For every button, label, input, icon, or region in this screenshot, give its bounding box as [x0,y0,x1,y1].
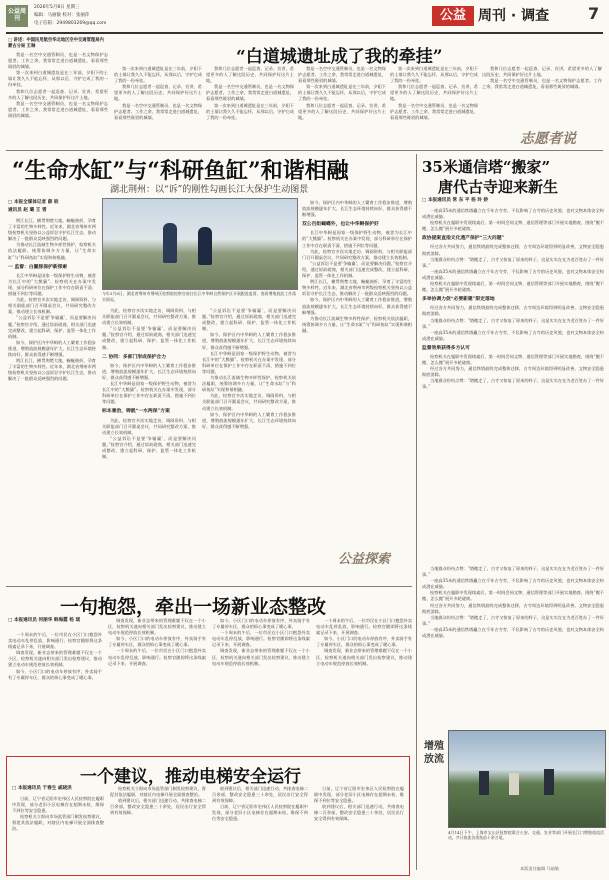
right-paragraph: 经过各方共同努力，通信铁塔最终完成整体迁移，古寺周边环境得到明显改善，文物安全隐患彻底消除。 [422,602,604,614]
release-photo [448,730,606,828]
right-paragraph: 当地群众纷纷点赞：“塔搬走了，古寺又恢复了原来的样子，这是实实在在为老百姓办了一件好事。” [422,378,604,390]
top-col-2 [114,66,202,146]
top-paragraph: 我和几位志愿者一起巡查、记录、宣讲，希望更多的人了解这段历史，共同保护好这片土地。 [114,84,202,102]
main-col-3 [202,308,296,578]
top-col-4 [298,66,386,146]
main-byline-1: □ 本报全媒体记者 薛 皎 [8,200,59,205]
right-paragraph: 检察机关在履职中发现线索后，第一时间会同文物、通信管理等部门开展实地勘查，围绕“搬不搬、怎么搬”展开多轮磋商。 [422,590,604,602]
second-paragraph: 如今，小区门口的电动车停放有序，外卖骑手有了专属停车区，群众的烦心事变成了暖心事。 [8,668,102,680]
top-paragraph: 我是一名空中交通管制员，也是一名文物保护志愿者。工作之余，我常常走进白道城遗址，看看那些斑驳的城墙。 [8,52,108,70]
divider-vertical-mid [416,154,417,870]
third-headline: 一个建议，推动电梯安全运行 [80,767,301,787]
right-subhead: 政协提案直指文化遗产保护“三大问题” [422,235,505,242]
main-paragraph: 如今，保护区内中华鲟的人工繁育工作稳步推进，增殖放流规模逐年扩大，长江生态环境持续向好，群众获得感不断增强。 [8,339,96,357]
second-byline: □ 本报通讯员 何丽华 韩海霞 杨 瑶 [8,618,81,623]
top-paragraph: 我和几位志愿者一起巡查、记录、宣讲，希望更多的人了解这段历史，共同保护好这片土地。 [482,66,602,78]
top-paragraph: 我和几位志愿者一起巡查、记录、宣讲，希望更多的人了解这段历史，共同保护好这片土地。 [298,102,386,120]
release-photo-label: 增殖放流 [424,741,444,765]
second-col-1 [8,632,102,750]
second-col-2 [108,618,206,750]
third-paragraph: 收到建议后，相关部门迅速行动，共排查电梯二百余部，整改安全隐患三十余处，居民出行安全得到有效保障。 [110,798,206,816]
second-paragraph: 如今，小区门口的电动车停放有序，外卖骑手有了专属停车区，群众的烦心事变成了暖心事。 [108,636,206,648]
main-paragraph: 长江中华鲟是国家一级保护野生动物，被誉为长江中的“大熊猫”。检察机关在办案中发现，部分科研单位在保护工作中存在职责不清、措施不到位等问题。 [302,230,412,248]
page-number: 7 [588,4,600,23]
main-paragraph: 长江中华鲟是国家一级保护野生动物，被誉为长江中的“大熊猫”。检察机关在办案中发现，部分科研单位在保护工作中存在职责不清、措施不到位等问题。 [8,272,96,297]
main-paragraph: “公益诉讼不是要‘争输赢’，而是要解决问题。”检察官介绍，通过诉前磋商，相关部门迅速完成整改，建立起科研、保护、监管一体化工作机制。 [102,326,196,350]
main-paragraph: 为推动长江流域生物多样性保护，检察机关依法履职，统筹协调多方力量，让“生命水缸”与“科研鱼缸”实现和谐相融。 [8,242,96,260]
masthead-rule [6,32,603,34]
masthead [0,0,609,34]
right-col-lower [422,566,604,726]
right-paragraph: 经过各方共同努力，通信铁塔最终完成整体迁移，古寺周边环境得到明显改善，文物安全隐患彻底消除。 [422,305,604,317]
right-paragraph: 当地群众纷纷点赞：“塔搬走了，古寺又恢复了原来的样子，这是实实在在为老百姓办了一件好事。” [422,614,604,626]
right-paragraph: 一座高35米的通信铁塔矗立在千年古寺旁，不仅影响了古寺的历史风貌，也对文物本体安全构成潜在威胁。 [422,626,604,639]
main-paragraph: “公益诉讼不是要‘争输赢’，而是要解决问题。”检察官介绍，通过诉前磋商，相关部门迅速完成整改，建立起科研、保护、监管一体化工作机制。 [202,308,296,332]
main-paragraph: 为此，检察官多次实地走访，调阅资料，与相关职能部门召开圆桌会议，共同研究整改方案，推动建立长效机制。 [302,248,412,260]
right-paragraph: 一座高35米的通信铁塔矗立在千年古寺旁，不仅影响了古寺的历史风貌，也对文物本体安全构成潜在威胁。 [422,329,604,341]
second-paragraph: 一个周末的午后，一位市民在小区门口抱怨外卖电动车乱停乱放，影响通行。检察官随即将这条线索记录下来，开展调查。 [316,618,412,636]
second-paragraph: 调查发现，新业态带来的管理难题不仅在一个小区，检察机关遂向相关部门发出检察建议，推动建立电动车规范停放长效机制。 [8,650,102,668]
main-paragraph: 如今，保护区内中华鲟的人工繁育工作稳步推进，增殖放流规模逐年扩大，长江生态环境持续向好，群众获得感不断增强。 [202,332,296,350]
top-col-1 [8,52,108,147]
right-paragraph: 当地群众纷纷点赞：“塔搬走了，古寺又恢复了原来的样子，这是实实在在为老百姓办了一件好事。” [422,566,604,578]
right-col [422,208,604,560]
main-paragraph: 长江中华鲟是国家一级保护野生动物，被誉为长江中的“大熊猫”。检察机关在办案中发现，部分科研单位在保护工作中存在职责不清、措施不到位等问题。 [202,350,296,374]
main-col-1 [8,218,96,578]
top-paragraph: 第一次来到白道城遗址是在三年前，夕阳下的土墙让我久久不能忘怀，从那以后，守护它成了我的一份牵挂。 [206,102,294,120]
right-byline: □ 本报通讯员 常 东 平 杨 玲 娇 [422,198,489,203]
second-paragraph: 一个周末的午后，一位市民在小区门口抱怨外卖电动车乱停乱放，影响通行。检察官随即将这条线索记录下来，开展调查。 [108,648,206,666]
top-paragraph: 我是一名空中交通管制员，也是一名文物保护志愿者。工作之余，我常常走进白道城遗址，看看那些斑驳的城墙。 [482,78,602,90]
main-paragraph: 为此，检察官多次实地走访，调阅资料，与相关职能部门召开圆桌会议，共同研究整改方案，推动建立长效机制。 [102,308,196,326]
third-byline: □ 本报通讯员 于春生 戚晓洪 [12,786,72,791]
top-paragraph: 我是一名空中交通管制员，也是一名文物保护志愿者。工作之余，我常常走进白道城遗址，看看那些斑驳的城墙。 [390,102,478,120]
photo-figure [163,223,177,263]
masthead-editor: 编辑：马丽敏 校对：张丽萍 [34,13,90,18]
second-paragraph: 一个周末的午后，一位市民在小区门口抱怨外卖电动车乱停乱放，影响通行。检察官随即将这条线索记录下来，开展调查。 [212,630,310,648]
right-subhead: 多举协调力促“必要新建”限定落地 [422,296,495,303]
main-byline-2: 通讯员 赵 璐 王 雪 [8,208,47,213]
main-paragraph: “公益诉讼不是要‘争输赢’，而是要解决问题。”检察官介绍，通过诉前磋商，相关部门迅速完成整改，建立起科研、保护、监管一体化工作机制。 [8,315,96,339]
third-col-1 [12,796,104,870]
main-col-2 [102,308,196,578]
main-subheadline: 湖北荆州：以“诉”的刚性勾画长江大保护生动图景 [110,185,309,195]
photo-figure [544,769,554,795]
right-paragraph: 经过各方共同努力，通信铁塔最终完成整体迁移，古寺周边环境得到明显改善，文物安全隐患彻底消除。 [422,244,604,256]
main-paragraph: “公益诉讼不是要‘争输赢’，而是要解决问题。”检察官介绍，通过诉前磋商，相关部门迅速完成整改，建立起科研、保护、监管一体化工作机制。 [302,260,412,279]
top-paragraph: 第一次来到白道城遗址是在三年前，夕阳下的土墙让我久久不能忘怀，从那以后，守护它成了我的一份牵挂。 [390,66,478,84]
photo-figure [198,227,212,265]
section-title: 周刊 · 调查 [478,8,550,24]
main-paragraph: 荆江长江，横贯荆楚大地，蜿蜒曲折，孕育了丰富的生物多样性。近年来，湖北省荆州市两级检察机关坚持以公益诉讼守护长江生态，推动解决了一批群众反映强烈的问题。 [8,358,96,382]
main-subhead: 双公百炬蝴蝶外，也让中华鲟保护好 [302,221,379,228]
third-paragraph: 日前，辽宁省辽阳市宏伟区人民检察院在履职中发现，部分老旧小区电梯存在超期未检、维保不到位等安全隐患。 [212,804,308,822]
third-paragraph: 检察机关立即向市场监管部门制发检察建议，督促其依法履职，对辖区内电梯开展全面排查整治。 [12,814,104,832]
right-headline-2: 唐代古寺迎来新生 [438,178,559,196]
top-kicker: □ 讲述：中国民用航空华北地区空中交通管理局内蒙古分局 王琳 [8,38,104,49]
masthead-date: 2026年5月8日 星期三 [34,5,80,10]
release-photo-note: 4月14日下午，上海市宝山区检察院联合公安、交通、农业等部门开展长江口增殖放流活动，共计放流各类鱼苗十余万尾。 [448,830,604,841]
second-paragraph: 一个周末的午后，一位市民在小区门口抱怨外卖电动车乱停乱放，影响通行。检察官随即将这条线索记录下来，开展调查。 [8,632,102,650]
main-paragraph: 长江中华鲟是国家一级保护野生动物，被誉为长江中的“大熊猫”。检察机关在办案中发现，部分科研单位在保护工作中存在职责不清、措施不到位等问题。 [102,381,196,405]
second-paragraph: 如今，小区门口的电动车停放有序，外卖骑手有了专属停车区，群众的烦心事变成了暖心事。 [316,636,412,648]
main-paragraph: 如今，保护区内中华鲟的人工繁育工作稳步推进，增殖放流规模逐年扩大，长江生态环境持续向好，群众获得感不断增强。 [302,200,412,218]
right-paragraph: 当地群众纷纷点赞：“塔搬走了，古寺又恢复了原来的样子，这是实实在在为老百姓办了一件好事。” [422,256,604,268]
masthead-contact: 电子信箱：2949803269@qq.com [34,21,107,26]
third-paragraph: 日前，辽宁省辽阳市宏伟区人民检察院在履职中发现，部分老旧小区电梯存在超期未检、维保不到位等安全隐患。 [12,796,104,814]
second-paragraph: 如今，小区门口的电动车停放有序，外卖骑手有了专属停车区，群众的烦心事变成了暖心事。 [212,618,310,630]
main-paragraph: “公益诉讼不是要‘争输赢’，而是要解决问题。”检察官介绍，通过诉前磋商，相关部门迅速完成整改，建立起科研、保护、监管一体化工作机制。 [102,435,196,460]
second-paragraph: 调查发现，新业态带来的管理难题不仅在一个小区，检察机关遂向相关部门发出检察建议，推动建立电动车规范停放长效机制。 [316,648,412,666]
right-paragraph: 检察机关在履职中发现线索后，第一时间会同文物、通信管理等部门开展实地勘查，围绕“搬不搬、怎么搬”展开多轮磋商。 [422,353,604,366]
top-col-5 [390,66,478,146]
right-paragraph: 检察机关在履职中发现线索后，第一时间会同文物、通信管理等部门开展实地勘查，围绕“搬不搬、怎么搬”展开多轮磋商。 [422,220,604,232]
main-paragraph: 为此，检察官多次实地走访，调阅资料，与相关职能部门召开圆桌会议，共同研究整改方案，推动建立长效机制。 [202,393,296,411]
top-paragraph: 我和几位志愿者一起巡查、记录、宣讲，希望更多的人了解这段历史，共同保护好这片土地。 [8,88,108,100]
top-paragraph: 我是一名空中交通管制员，也是一名文物保护志愿者。工作之余，我常常走进白道城遗址，看看那些斑驳的城墙。 [206,84,294,102]
main-col-4 [302,200,412,540]
top-col-3 [206,66,294,146]
main-paragraph: 为此，检察官多次实地走访，调阅资料，与相关职能部门召开圆桌会议，共同研究整改方案，推动建立长效机制。 [8,297,96,315]
right-paragraph: 一座高35米的通信铁塔矗立在千年古寺旁，不仅影响了古寺的历史风貌，也对文物本体安全构成潜在威胁。 [422,268,604,280]
divider-top [6,150,603,151]
second-headline: 一句抱怨，牵出一场新业态整改 [60,596,327,618]
main-subhead: 一 监督：白鱀豚保护新探索 [8,263,68,270]
right-subhead: 监督效果获得多方认可 [422,344,470,351]
main-photo-caption: 今年3月6日，湖北省荆州市荆州区检察院检察官前往长江中华鲟自然保护区开展跟进监督，查看增殖放流工作落实情况。 [102,291,296,302]
third-paragraph: 检察机关立即向市场监管部门制发检察建议，督促其依法履职，对辖区内电梯开展全面排查整治。 [110,786,206,798]
top-paragraph: 我是一名空中交通管制员，也是一名文物保护志愿者。工作之余，我常常走进白道城遗址，看看那些斑驳的城墙。 [298,66,386,84]
public-interest-stamp: 公益探索 [338,552,391,567]
volunteer-column-tag: 志愿者说 [520,131,576,147]
top-headline: “白道城遗址成了我的牵挂” [236,47,443,67]
right-paragraph: 检察机关在履职中发现线索后，第一时间会同文物、通信管理等部门开展实地勘查，围绕“搬不搬、怎么搬”展开多轮磋商。 [422,281,604,293]
main-paragraph: 如今，保护区内中华鲟的人工繁育工作稳步推进，增殖放流规模逐年扩大，长江生态环境持续向好，群众获得感不断增强。 [102,362,196,380]
third-col-3 [212,786,308,870]
second-paragraph: 调查发现，新业态带来的管理难题不仅在一个小区，检察机关遂向相关部门发出检察建议，推动建立电动车规范停放长效机制。 [212,648,310,666]
top-paragraph: 我是一名空中交通管制员，也是一名文物保护志愿者。工作之余，我常常走进白道城遗址，看看那些斑驳的城墙。 [8,100,108,118]
top-paragraph: 我和几位志愿者一起巡查、记录、宣讲，希望更多的人了解这段历史，共同保护好这片土地。 [206,66,294,84]
right-paragraph: 当地群众纷纷点赞：“塔搬走了，古寺又恢复了原来的样子，这是实实在在为老百姓办了一件好事。” [422,317,604,329]
third-paragraph: 收到建议后，相关部门迅速行动，共排查电梯二百余部，整改安全隐患三十余处，居民出行安全得到有效保障。 [314,804,404,822]
main-paragraph: 荆江长江，横贯荆楚大地，蜿蜒曲折，孕育了丰富的生物多样性。近年来，湖北省荆州市两级检察机关坚持以公益诉讼守护长江生态，推动解决了一批群众反映强烈的问题。 [302,279,412,297]
divider-second [6,586,412,587]
third-paragraph: 日前，辽宁省辽阳市宏伟区人民检察院在履职中发现，部分老旧小区电梯存在超期未检、维保不到位等安全隐患。 [314,786,404,804]
main-paragraph: 为推动长江流域生物多样性保护，检察机关依法履职，统筹协调多方力量，让“生命水缸”与“科研鱼缸”实现和谐相融。 [202,375,296,393]
third-col-4 [314,786,404,870]
right-paragraph: 一座高35米的通信铁塔矗立在千年古寺旁，不仅影响了古寺的历史风貌，也对文物本体安全构成潜在威胁。 [422,208,604,220]
third-paragraph: 收到建议后，相关部门迅速行动，共排查电梯二百余部，整改安全隐患三十余处，居民出行安全得到有效保障。 [212,786,308,804]
section-label: 公益 [432,6,474,26]
second-col-4 [316,618,412,750]
main-paragraph: 荆江长江，横贯荆楚大地，蜿蜒曲折，孕育了丰富的生物多样性。近年来，湖北省荆州市两级检察机关坚持以公益诉讼守护长江生态，推动解决了一批群众反映强烈的问题。 [8,218,96,242]
main-headline: “生命水缸”与“科研鱼缸”和谐相融 [12,158,349,184]
right-paragraph: 经过各方共同努力，通信铁塔最终完成整体迁移，古寺周边环境得到明显改善，文物安全隐患彻底消除。 [422,366,604,378]
third-col-2 [110,786,206,870]
second-paragraph: 调查发现，新业态带来的管理难题不仅在一个小区，检察机关遂向相关部门发出检察建议，推动建立电动车规范停放长效机制。 [108,618,206,636]
main-paragraph: 为推动长江流域生物多样性保护，检察机关依法履职，统筹协调多方力量，让“生命水缸”与“科研鱼缸”实现和谐相融。 [302,315,412,333]
top-paragraph: 第一次来到白道城遗址是在三年前，夕阳下的土墙让我久久不能忘怀，从那以后，守护它成了我的一份牵挂。 [114,66,202,84]
main-paragraph: 如今，保护区内中华鲟的人工繁育工作稳步推进，增殖放流规模逐年扩大，长江生态环境持续向好，群众获得感不断增强。 [302,297,412,315]
top-paragraph: 第一次来到白道城遗址是在三年前，夕阳下的土墙让我久久不能忘怀，从那以后，守护它成了我的一份牵挂。 [298,84,386,102]
main-subhead: 二 协同：多部门形成保护合力 [102,353,167,360]
main-subhead: 标本兼治，铸就“一水两保”方案 [102,408,170,415]
masthead-logo: 公益周刊 [6,5,28,27]
footer-editor-note: 本版责任编辑 马丽敏 [520,866,560,871]
top-col-6 [482,66,602,116]
main-paragraph: 为此，检察官多次实地走访，调阅资料，与相关职能部门召开圆桌会议，共同研究整改方案，推动建立长效机制。 [102,417,196,435]
photo-figure [479,771,489,795]
main-photo [102,198,298,290]
top-paragraph: 第一次来到白道城遗址是在三年前，夕阳下的土墙让我久久不能忘怀，从那以后，守护它成了我的一份牵挂。 [8,70,108,88]
right-paragraph: 一座高35米的通信铁塔矗立在千年古寺旁，不仅影响了古寺的历史风貌，也对文物本体安全构成潜在威胁。 [422,578,604,590]
second-col-3 [212,618,310,750]
top-paragraph: 我和几位志愿者一起巡查、记录、宣讲，希望更多的人了解这段历史，共同保护好这片土地。 [390,84,478,102]
top-paragraph: 我是一名空中交通管制员，也是一名文物保护志愿者。工作之余，我常常走进白道城遗址，看看那些斑驳的城墙。 [114,102,202,120]
main-paragraph: 如今，保护区内中华鲟的人工繁育工作稳步推进，增殖放流规模逐年扩大，长江生态环境持续向好，群众获得感不断增强。 [202,411,296,429]
photo-figure [509,773,519,795]
right-headline-1: 35米通信塔“搬家” [422,158,551,176]
